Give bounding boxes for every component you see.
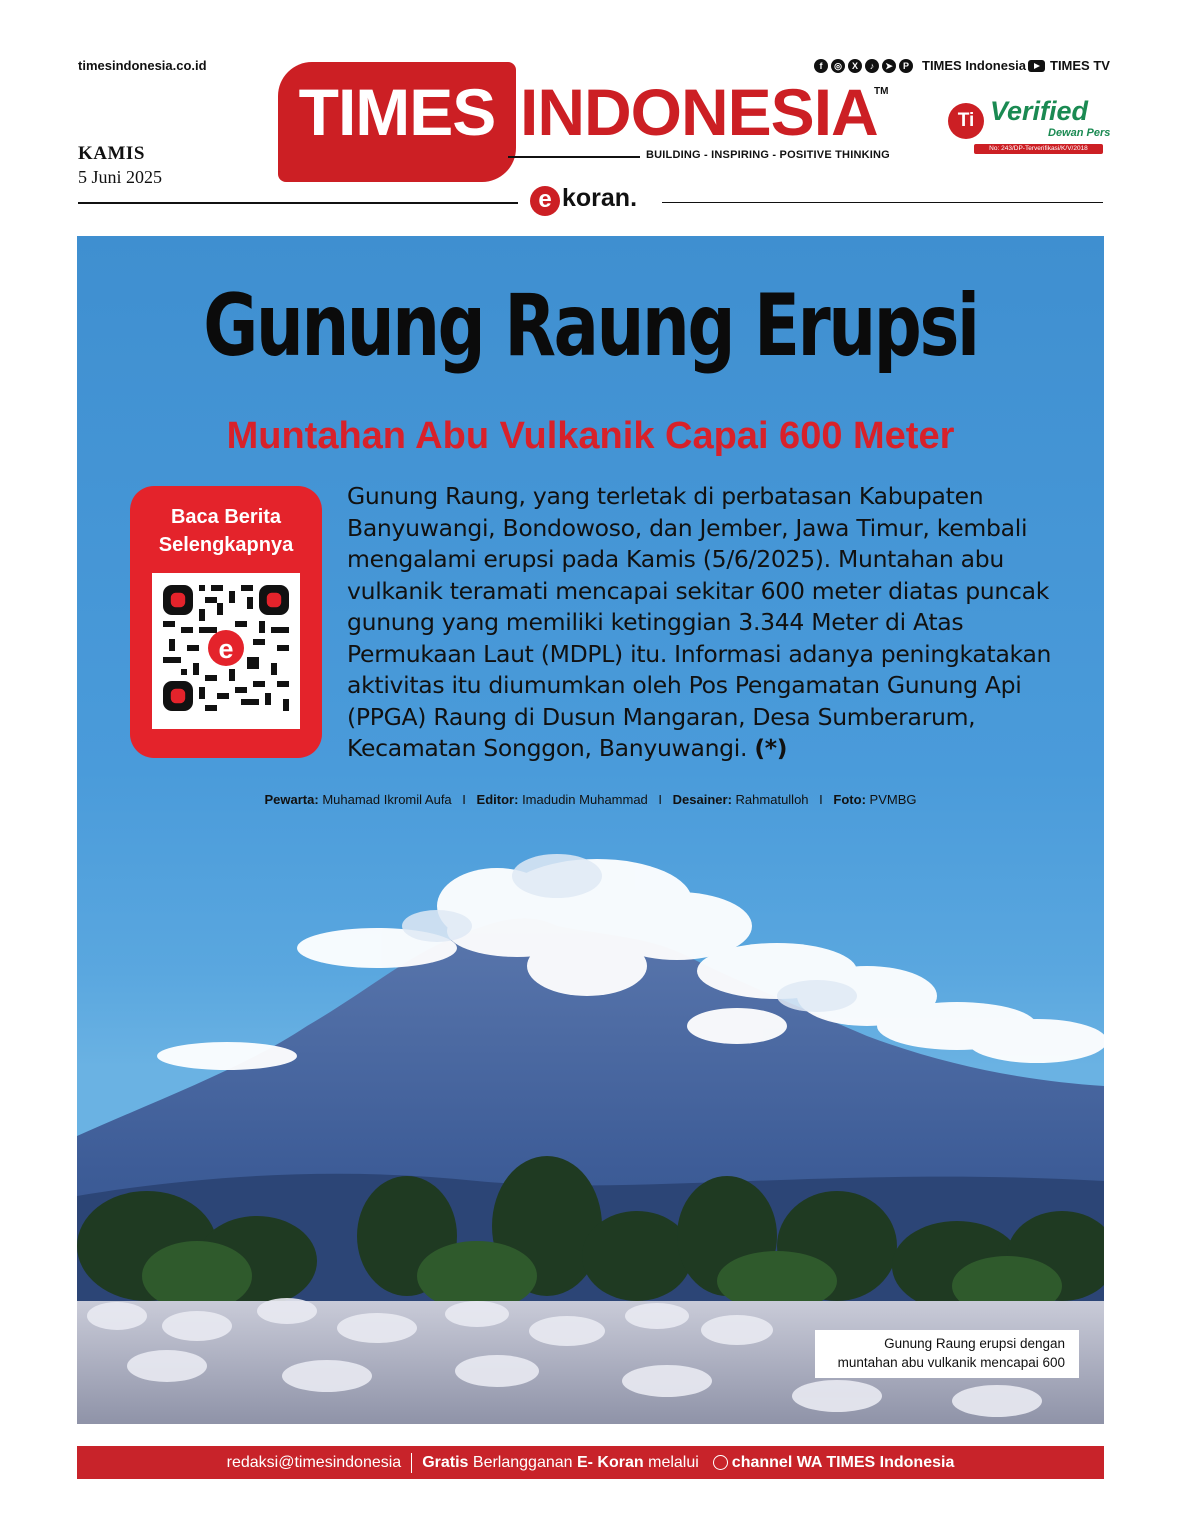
logo-tagline: BUILDING - INSPIRING - POSITIVE THINKING (646, 149, 890, 161)
instagram-icon[interactable]: ◎ (831, 59, 845, 73)
footer-ekoran: E- Koran (576, 1453, 644, 1471)
footer-gratis: Gratis (422, 1453, 469, 1471)
credit-pewarta: Muhamad Ikromil Aufa (322, 792, 452, 807)
photo-caption-line2: muntahan abu vulkanik mencapai 600 (837, 1355, 1065, 1370)
svg-text:e: e (218, 634, 234, 665)
credit-separator: I (462, 792, 466, 807)
credit-editor: Imadudin Muhammad (522, 792, 648, 807)
article-end-mark: (*) (754, 734, 788, 762)
ekoran-e-icon: e (530, 186, 560, 216)
qr-label-line2: Selengkapnya (158, 534, 294, 556)
footer-channel[interactable]: channel WA TIMES Indonesia (731, 1453, 955, 1471)
logo-times: TIMES (298, 75, 496, 149)
verified-number: No: 243/DP-Terverifikasi/K/V/2018 (974, 144, 1103, 154)
whatsapp-icon (713, 1455, 728, 1470)
social-label[interactable]: TIMES Indonesia (922, 58, 1027, 73)
article-body-text: Gunung Raung, yang terletak di perbatasan Kabupaten Banyuwangi, Bondowoso, dan Jember, Jawa Timur, kembali mengalami erupsi pada Kamis (5/6/2025). Muntahan abu vulkanik teramati mencapai sekitar 600 meter diatas puncak gunung yang memiliki ketinggian 3.344 Meter di Atas Permukaan Laut (MDPL) itu. Informasi adanya peningkatakan aktivitas itu diumumkan oleh Pos Pengamatan Gunung Api (PPGA) Raung di Dusun Mangaran, Desa Sumberarum, Kecamatan Songgon, Banyuwangi. (347, 482, 1052, 762)
cover-panel (77, 236, 1104, 1424)
social-links (814, 58, 1026, 73)
tiktok-icon[interactable]: ♪ (865, 59, 879, 73)
issue-date: 5 Juni 2025 (78, 167, 163, 187)
logo-underline (508, 156, 640, 158)
qr-code[interactable] (163, 585, 289, 711)
credit-pewarta-label: Pewarta: (264, 792, 319, 807)
footer-content (77, 1446, 1104, 1479)
youtube-icon (1028, 60, 1045, 72)
credit-separator: I (658, 792, 663, 807)
headline: Gunung Raung Erupsi (203, 276, 978, 376)
times-tv-link[interactable] (1028, 58, 1110, 73)
footer-email[interactable]: redaksi@timesindonesia (226, 1453, 402, 1471)
logo-indonesia: INDONESIA (520, 75, 878, 149)
header-rule-left (78, 202, 518, 204)
logo-trademark: TM (874, 86, 889, 97)
article-body (347, 481, 1059, 765)
qr-label-line1: Baca Berita (170, 506, 282, 528)
x-icon[interactable]: X (848, 59, 862, 73)
subheadline: Muntahan Abu Vulkanik Capai 600 Meter (226, 415, 955, 457)
footer-divider (411, 1453, 412, 1473)
credits-line (77, 792, 1104, 807)
verified-title: Verified (990, 96, 1089, 126)
header-rule-right (662, 202, 1103, 203)
site-url[interactable]: timesindonesia.co.id (78, 58, 207, 73)
credit-desainer: Rahmatulloh (735, 792, 809, 807)
credit-editor-label: Editor: (476, 792, 519, 807)
facebook-icon[interactable]: f (814, 59, 828, 73)
footer-melalui: melalui (648, 1453, 699, 1471)
photo-caption-line1: Gunung Raung erupsi dengan (884, 1336, 1065, 1351)
issue-day: KAMIS (78, 143, 145, 164)
verified-logo-icon: Ti (948, 103, 984, 139)
verified-subtitle: Dewan Pers (1048, 127, 1111, 139)
ekoran-wordmark: koran. (562, 184, 638, 212)
credit-separator: I (819, 792, 823, 807)
pinterest-icon[interactable]: P (899, 59, 913, 73)
credit-foto: PVMBG (869, 792, 917, 807)
tv-label: TIMES TV (1050, 58, 1110, 73)
footer-berlangganan: Berlangganan (472, 1453, 573, 1471)
credit-foto-label: Foto: (833, 792, 866, 807)
telegram-icon[interactable]: ➤ (882, 59, 896, 73)
credit-desainer-label: Desainer: (672, 792, 732, 807)
